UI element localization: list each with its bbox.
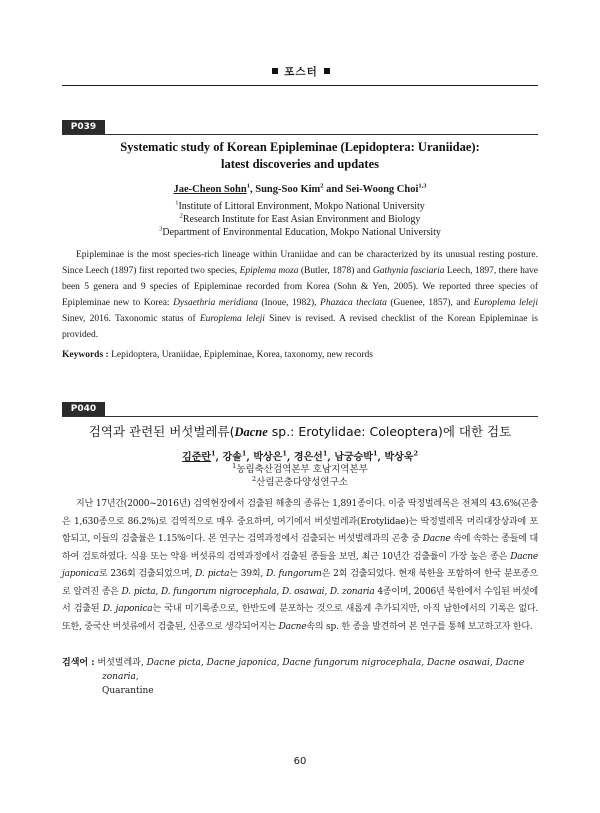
keywords — [62, 656, 538, 698]
square-bullet-icon — [324, 68, 330, 74]
abstract-paragraph — [62, 496, 538, 636]
keywords-label: Keywords : — [62, 350, 109, 360]
species-name: D. japonica — [102, 604, 153, 614]
body-text: Sinev, 2016. Taxonomic status of — [62, 314, 200, 324]
body-text: 4종이며, 2006년 북한에서 수입된 버섯에서 검출된 — [62, 586, 539, 614]
author-affil-sup: 1 — [246, 182, 250, 190]
species-name: D. picta, D. fungorum nigrocephala, D. osawai, D. zonaria — [121, 586, 375, 597]
species-name: D. picta — [195, 569, 230, 579]
keywords — [62, 348, 538, 362]
body-text: 로 236회 검출되었으며, — [98, 569, 196, 579]
author-name: Sei-Woong Choi — [345, 184, 419, 195]
poster-id-badge: P039 — [62, 120, 105, 135]
author-sep: , — [377, 452, 385, 463]
author-sep: and — [323, 184, 346, 195]
abstract-body — [62, 247, 538, 343]
affil-text: 농림축산검역본부 호남지역본부 — [236, 464, 368, 475]
species-name: D. fungorum — [266, 569, 322, 579]
species-name: Dacne — [278, 621, 307, 632]
affil-text: Department of Environmental Education, Mokpo National University — [162, 227, 441, 238]
body-text: Sinev is revised. A revised checklist of the Korean Epipleminae is provided. — [62, 314, 538, 340]
species-name: Dacne japonica — [62, 551, 538, 579]
affiliation-line — [62, 200, 538, 213]
affiliation-line — [62, 463, 538, 476]
species-name: Dacne — [422, 534, 451, 544]
author-affil-sup: 2 — [413, 449, 418, 458]
page-number: 60 — [293, 756, 307, 767]
author-name: 박상욱 — [384, 452, 414, 463]
abstract-title — [62, 139, 538, 173]
author-name: 경은선 — [293, 452, 323, 463]
affil-sup: 2 — [252, 474, 257, 483]
author-affil-sup: 1 — [241, 449, 247, 458]
keywords-text: Quarantine — [102, 686, 154, 696]
body-text: 는 39회, — [229, 569, 267, 579]
title-genus: Dacne — [234, 425, 268, 439]
species-name: Europlema leleji — [473, 298, 538, 308]
poster-id-rule — [62, 134, 538, 135]
affiliation-line — [62, 476, 538, 489]
author-sep: , — [286, 452, 294, 463]
running-header — [62, 64, 540, 86]
author-name: Sung-Soo Kim — [255, 184, 321, 195]
body-text: (Guenee, 1857), and — [386, 298, 474, 308]
affil-sup: 1 — [232, 461, 237, 470]
abstract-title — [62, 423, 538, 441]
author-name: 남궁승박 — [334, 452, 373, 463]
author-sep: , — [327, 452, 335, 463]
author-sep: , — [215, 452, 223, 463]
author-name: 강솔 — [222, 452, 242, 463]
author-affil-sup: 1 — [372, 449, 378, 458]
keywords-species: Dacne picta, Dacne japonica, Dacne fungorum nigrocephala, Dacne osawai, Dacne zonaria, — [102, 658, 525, 682]
body-text: 은 2회 검출되었다. 현재 북한을 포함하여 한국 분포종으로 알려진 종은 — [62, 569, 539, 597]
title-text: sp.: Erotylidae: Coleoptera)에 대한 검토 — [267, 424, 512, 439]
species-name: Phazaca theclata — [320, 298, 387, 308]
affiliation-list — [62, 200, 538, 239]
affiliation-line — [62, 226, 538, 239]
keywords-text: Lepidoptera, Uraniidae, Epipleminae, Korea, taxonomy, new records — [108, 350, 373, 360]
author-affil-sup: 1 — [282, 449, 287, 458]
body-text: 속에 속하는 종들에 대하여 검토하였다. 식용 또는 약용 버섯류의 검역과정에서 검출된 종들을 보면, 최근 10년간 검출률이 가장 높은 종은 — [62, 534, 538, 562]
section-label: 포스터 — [284, 66, 318, 78]
body-text: 는 국내 미기록종으로, 한반도에 분포하는 것으로 새롭게 추가되지만, 아직 남한에서의 기록은 없다. 또한, 중국산 버섯류에서 검출된, 신종으로 생각되어지는 — [62, 604, 538, 632]
body-text: 속의 sp. 한 종을 발견하여 본 연구를 통해 보고하고자 한다. — [306, 621, 533, 632]
affil-text: Institute of Littoral Environment, Mokpo National University — [178, 201, 425, 212]
author-name: 김준란 — [182, 452, 212, 463]
square-bullet-icon — [272, 68, 278, 74]
affil-text: Research Institute for East Asian Environment and Biology — [182, 214, 421, 225]
keywords-text: 버섯벌레과, — [94, 658, 147, 668]
author-list — [62, 184, 538, 195]
body-text: 지난 17년간(2000~2016년) 검역현장에서 검출된 해충의 종류는 1,891종이다. 이중 딱정벌레목은 전체의 43.6%(곤충은 1,630종으로 86.2%)로 검역적으로 매우 중요하며, 여기에서 버섯벌레과(Erotylidae)는 딱정벌레목 머리대장상과에 포함되고, 이들의 검출률은 1.15%이다. 본 연구는 검역과정에서 검출되는 버섯벌레과의 곤충 중 — [62, 499, 538, 544]
species-name: Gathynia fasciaria — [372, 266, 445, 276]
body-text: (Butler, 1878) and — [298, 266, 373, 276]
affiliation-list — [62, 463, 538, 489]
species-name: Epiplema moza — [239, 266, 299, 276]
body-text: (Inoue, 1982), — [257, 298, 321, 308]
affil-sup: 1 — [175, 199, 179, 207]
author-affil-sup: 2 — [320, 182, 324, 190]
title-line-2: latest discoveries and updates — [221, 157, 379, 171]
author-affil-sup: 1,3 — [418, 182, 427, 190]
affiliation-line — [62, 213, 538, 226]
affil-text: 산림곤충다양성연구소 — [256, 477, 348, 488]
poster-id-rule — [62, 416, 538, 417]
species-name: Europlema leleji — [199, 314, 265, 324]
abstract-body — [62, 496, 538, 636]
keywords-label: 검색어 : — [62, 658, 95, 668]
author-affil-sup: 1 — [322, 449, 328, 458]
title-text: 검역과 관련된 버섯벌레류( — [88, 424, 235, 439]
title-line-1: Systematic study of Korean Epipleminae (Lepidoptera: Uraniidae): — [120, 140, 480, 154]
author-sep: , — [249, 184, 256, 195]
affil-sup: 3 — [159, 225, 163, 233]
header-rule — [62, 85, 538, 86]
body-text: Epipleminae is the most species-rich lineage within Uraniidae and can be characterized by its unusual resting posture. Since Leech (1897) first reported two species, — [62, 250, 538, 276]
abstract-paragraph — [62, 247, 538, 343]
author-name: Jae-Cheon Sohn — [173, 184, 247, 195]
poster-id-badge: P040 — [62, 402, 105, 417]
author-affil-sup: 1 — [211, 449, 216, 458]
author-list — [62, 448, 538, 463]
affil-sup: 2 — [179, 212, 183, 220]
species-name: Dysaethria meridiana — [173, 298, 258, 308]
author-name: 박상은 — [253, 452, 283, 463]
body-text: Leech, 1897, there have been 5 genera and 9 species of Epipleminae recorded from Korea (Sohn & Yen, 2005). We reported three species of Epipleminae new to Korea: — [62, 266, 539, 308]
author-sep: , — [246, 452, 254, 463]
